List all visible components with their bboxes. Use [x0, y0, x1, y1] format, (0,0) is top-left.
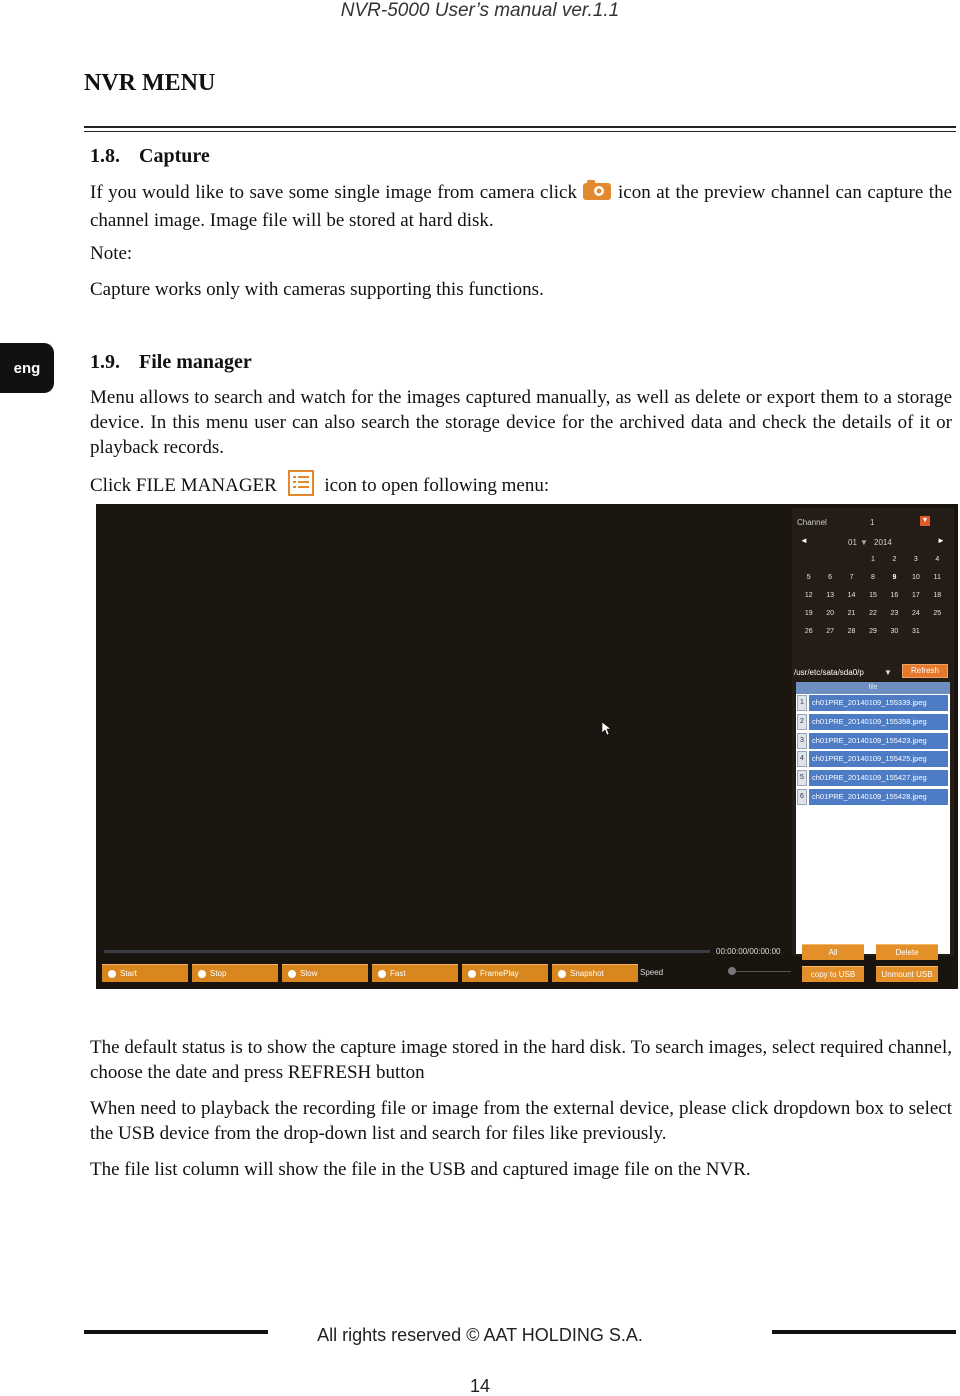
slow-icon: [288, 970, 296, 978]
speed-slider-track[interactable]: [736, 971, 791, 972]
calendar-day[interactable]: 11: [933, 574, 941, 581]
calendar-day[interactable]: 12: [804, 592, 813, 599]
calendar-day[interactable]: 1: [871, 556, 875, 563]
file-row[interactable]: [796, 769, 950, 788]
click-text-after: icon to open following menu:: [324, 474, 550, 496]
file-row-index: 4: [797, 751, 807, 767]
calendar-year[interactable]: 2014: [874, 538, 892, 547]
copy-to-usb-button[interactable]: copy to USB: [802, 966, 864, 982]
time-display: 00:00:00/00:00:00: [716, 947, 781, 956]
capture-text-after-icon: icon at the preview channel can capture the channel image. Image file will be stored at hard disk.: [90, 181, 952, 231]
calendar-grid: [798, 554, 948, 638]
file-manager-heading: [90, 351, 252, 374]
calendar-day[interactable]: 10: [911, 574, 920, 581]
calendar-blank: [819, 554, 840, 566]
language-tab: eng: [0, 343, 54, 393]
calendar-day[interactable]: 17: [911, 592, 920, 599]
calendar-day[interactable]: 24: [911, 610, 920, 617]
file-manager-paragraph: Menu allows to search and watch for the images captured manually, as well as delete or export them to a storage device. In this menu user can also search the storage device for the archived data and check the details of it or playback records.: [90, 387, 952, 458]
calendar-day[interactable]: 29: [869, 628, 877, 635]
click-text-before: Click FILE MANAGER: [90, 474, 277, 496]
calendar-day[interactable]: 21: [847, 610, 856, 617]
playback-progress-bar[interactable]: [104, 950, 710, 953]
file-row-name: ch01PRE_20140109_155358.jpeg: [809, 714, 948, 730]
calendar-blank: [841, 554, 862, 566]
calendar-day[interactable]: 15: [869, 592, 877, 599]
calendar-day[interactable]: 22: [869, 610, 877, 617]
title-rule: [84, 126, 956, 128]
delete-button[interactable]: Delete: [876, 944, 938, 960]
snapshot-icon: [558, 970, 566, 978]
calendar-day[interactable]: 28: [847, 628, 856, 635]
frameplay-button[interactable]: [462, 964, 548, 982]
stop-icon: [198, 970, 206, 978]
channel-label: Channel: [797, 518, 827, 527]
calendar-day[interactable]: 6: [828, 574, 833, 581]
calendar-day[interactable]: 18: [933, 592, 942, 599]
channel-select[interactable]: 1: [870, 518, 875, 527]
file-manager-section-title: File manager: [139, 351, 252, 373]
calendar-day[interactable]: 3: [913, 556, 918, 563]
camera-icon: [582, 179, 612, 208]
prev-month-icon[interactable]: ◄: [800, 536, 808, 545]
start-label: Start: [120, 969, 137, 978]
calendar-day[interactable]: 26: [804, 628, 813, 635]
calendar-day[interactable]: 5: [806, 574, 811, 581]
calendar-blank: [798, 554, 819, 566]
path-dropdown-icon[interactable]: ▼: [884, 668, 892, 677]
frameplay-label: FramePlay: [480, 969, 519, 978]
calendar-day[interactable]: 9: [892, 574, 897, 581]
calendar-day[interactable]: 16: [890, 592, 899, 599]
calendar-day[interactable]: 30: [890, 628, 899, 635]
default-status-paragraph: The default status is to show the capture image stored in the hard disk. To search images, select required channel, choose the date and press REFRESH button: [90, 1037, 952, 1083]
next-month-icon[interactable]: ►: [937, 536, 945, 545]
file-row-index: 1: [797, 695, 807, 711]
menu-title: NVR MENU: [84, 70, 216, 96]
page-number: 14: [469, 1376, 491, 1396]
playback-controls: [102, 964, 638, 982]
slow-button[interactable]: [282, 964, 368, 982]
file-manager-icon: [288, 470, 314, 503]
file-row-index: 3: [797, 733, 807, 749]
file-list: [796, 682, 950, 954]
footer-rights: All rights reserved © AAT HOLDING S.A.: [317, 1325, 643, 1345]
file-row-index: 5: [797, 770, 807, 786]
file-row-index: 2: [797, 714, 807, 730]
file-row-name: ch01PRE_20140109_155423.jpeg: [809, 733, 948, 749]
start-icon: [108, 970, 116, 978]
mouse-cursor-icon: [602, 722, 612, 736]
speed-slider-knob[interactable]: [728, 967, 736, 975]
month-dropdown-icon[interactable]: ▼: [860, 538, 868, 547]
usb-playback-paragraph: When need to playback the recording file or image from the external device, please click dropdown box to select the USB device from the drop-down list and search for files like previously.: [90, 1098, 952, 1144]
stop-button[interactable]: [192, 964, 278, 982]
snapshot-button[interactable]: [552, 964, 638, 982]
file-row-name: ch01PRE_20140109_155427.jpeg: [809, 770, 948, 786]
fast-icon: [378, 970, 386, 978]
file-row[interactable]: [796, 787, 950, 806]
file-manager-section-number: 1.9.: [90, 351, 120, 373]
calendar-day[interactable]: 13: [826, 592, 835, 599]
file-manager-screenshot: [96, 504, 958, 989]
channel-dropdown-button[interactable]: ▼: [921, 517, 929, 524]
calendar-blank: [927, 626, 948, 638]
capture-section-title: Capture: [139, 145, 210, 167]
unmount-usb-button[interactable]: Unmount USB: [876, 966, 938, 982]
calendar-day[interactable]: 25: [933, 610, 942, 617]
file-row[interactable]: [796, 713, 950, 732]
all-button[interactable]: All: [802, 944, 864, 960]
frameplay-icon: [468, 970, 476, 978]
calendar-day[interactable]: 27: [826, 628, 835, 635]
file-list-paragraph: The file list column will show the file in the USB and captured image file on the NVR.: [90, 1159, 751, 1180]
note-label: Note:: [90, 243, 133, 264]
refresh-button[interactable]: Refresh: [902, 664, 948, 678]
calendar-day[interactable]: 19: [804, 610, 813, 617]
file-manager-click-line: [90, 470, 952, 503]
file-row[interactable]: [796, 731, 950, 750]
calendar-day[interactable]: 20: [826, 610, 835, 617]
file-row-name: ch01PRE_20140109_155428.jpeg: [809, 789, 948, 805]
fast-label: Fast: [390, 969, 406, 978]
calendar-day[interactable]: 4: [935, 556, 940, 563]
file-row[interactable]: [796, 694, 950, 713]
path-display: /usr/etc/sata/sda0/p: [794, 668, 864, 677]
calendar-month[interactable]: 01: [848, 538, 857, 547]
start-button[interactable]: [102, 964, 188, 982]
note-text: Capture works only with cameras supporting this functions.: [90, 279, 544, 300]
calendar-day[interactable]: 23: [890, 610, 899, 617]
running-header: NVR-5000 User’s manual ver.1.1: [340, 0, 620, 21]
calendar-day[interactable]: 7: [849, 574, 854, 581]
calendar-day[interactable]: 8: [871, 574, 875, 581]
calendar-day[interactable]: 2: [892, 556, 897, 563]
title-rule-thin: [84, 131, 956, 132]
file-row[interactable]: [796, 750, 950, 769]
file-row-name: ch01PRE_20140109_155425.jpeg: [809, 751, 948, 767]
capture-section-number: 1.8.: [90, 145, 120, 167]
file-list-header: file: [796, 682, 950, 694]
file-row-name: ch01PRE_20140109_155339.jpeg: [809, 695, 948, 711]
capture-text-before-icon: If you would like to save some single image from camera click: [90, 181, 577, 203]
slow-label: Slow: [300, 969, 318, 978]
speed-label: Speed: [640, 968, 664, 977]
calendar-day[interactable]: 31: [911, 628, 920, 635]
fast-button[interactable]: [372, 964, 458, 982]
playback-video-area: [102, 510, 792, 950]
file-row-index: 6: [797, 789, 807, 805]
stop-label: Stop: [210, 969, 227, 978]
capture-paragraph: [90, 179, 952, 233]
capture-heading: [90, 145, 210, 168]
calendar-day[interactable]: 14: [847, 592, 856, 599]
snapshot-label: Snapshot: [570, 969, 604, 978]
